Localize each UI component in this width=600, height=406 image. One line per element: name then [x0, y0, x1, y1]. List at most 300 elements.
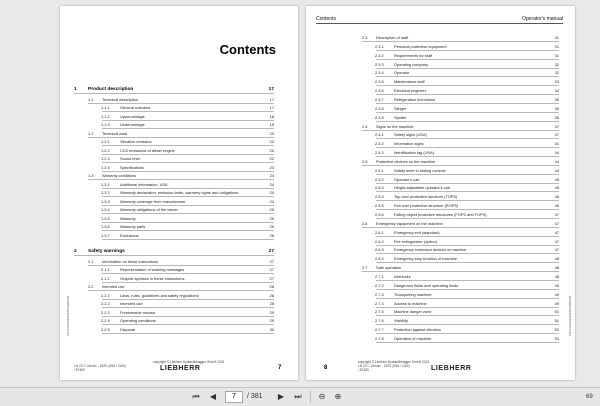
footer-copyright: copyright © Liebherr-Hydraulikbagger GmbH 2015: [153, 360, 225, 364]
contents-title: Contents: [219, 42, 276, 57]
toc-title: Maintenance staff: [394, 79, 425, 85]
toc-page-number: 24: [269, 181, 274, 187]
toc-page-number: 45: [554, 176, 559, 182]
toc-rule: [376, 156, 559, 157]
toc-number: 2.2.2: [101, 301, 110, 306]
toc-rule: [376, 59, 559, 60]
toc-page-number: 51: [554, 309, 559, 315]
toc-page-number: 20: [269, 130, 274, 136]
toc-title: Operation of machine: [394, 335, 432, 341]
toc-number: 2.5: [362, 158, 368, 164]
toc-entry[interactable]: [362, 87, 559, 95]
toc-title: Specifications: [120, 164, 145, 170]
toc-page-number: 44: [554, 150, 559, 156]
toc-page-number: 32: [554, 61, 559, 67]
toc-number: 2.1: [88, 258, 94, 264]
toc-entry[interactable]: [362, 202, 559, 210]
toc-entry[interactable]: [362, 131, 559, 139]
toc-title: Height-adjustable operator's cab: [394, 185, 450, 191]
toc-number: 2.3.1: [375, 43, 384, 49]
toc-number: 2.4.2: [375, 141, 384, 147]
toc-number: 2.3.4: [375, 70, 384, 76]
zoom-in-icon[interactable]: ⊕: [334, 392, 342, 401]
toc-title: Access to machine: [394, 300, 427, 306]
toc-entry[interactable]: [362, 229, 559, 237]
toc-page-number: 24: [269, 198, 274, 204]
toc-rule: [376, 94, 559, 95]
toc-title: Protective devices on the machine: [376, 158, 436, 164]
toc-number: 2.3.2: [375, 52, 384, 58]
toc-title: Roll over protective structure (ROPS): [394, 203, 459, 209]
toc-page-number: 29: [269, 309, 274, 315]
toc-number: 2.7.5: [375, 309, 384, 315]
toc-page-number: 52: [554, 327, 559, 333]
zoom-out-icon[interactable]: ⊖: [318, 392, 326, 401]
toc-rule: [376, 183, 559, 184]
toc-page-number: 49: [554, 282, 559, 288]
toc-title: Foreseeable misuse: [120, 309, 156, 315]
header-left: Contents: [316, 16, 337, 22]
toc-title: Spotter: [394, 114, 407, 120]
toc-page-number: 20: [269, 139, 274, 144]
toc-page-number: 49: [554, 291, 559, 297]
toc-entry[interactable]: [74, 206, 274, 214]
toc-entry[interactable]: [74, 223, 274, 231]
toc-title: Sound level: [120, 156, 141, 161]
toc-page-number: 46: [554, 194, 559, 200]
toc-page-number: 24: [269, 173, 274, 178]
toc-number: 2.5.1: [375, 167, 384, 173]
toc-entry[interactable]: [362, 335, 559, 343]
toc-page-number: 17: [268, 87, 274, 92]
toc-subsection[interactable]: [74, 172, 274, 180]
toc-rule: [376, 342, 559, 343]
liebherr-logo: LIEBHERR: [160, 365, 201, 372]
toc-page-number: 28: [269, 301, 274, 306]
toc-title: Personal protective equipment: [394, 43, 447, 49]
toc-page-number: 29: [269, 318, 274, 323]
toc-rule: [362, 165, 559, 166]
toc-page-number: 17: [269, 96, 274, 102]
toc-page-number: 48: [554, 265, 559, 271]
toc-entry[interactable]: [362, 193, 559, 201]
toc-rule: [376, 121, 559, 122]
toc-title: Information on these instructions: [102, 258, 159, 264]
toc-page-number: 19: [269, 122, 274, 127]
toc-page-number: 41: [554, 141, 559, 147]
toc-rule: [376, 315, 559, 316]
toc-page-number: 48: [554, 256, 559, 262]
toc-entry[interactable]: [362, 317, 559, 325]
toc-number: 2.6.2: [375, 238, 384, 244]
toc-title: Emergency exit (standard): [394, 229, 440, 235]
page-left: [60, 6, 298, 380]
toc-number: 1.2.1: [101, 139, 110, 144]
toc-subsection[interactable]: [362, 123, 559, 131]
toc-title: Laws, rules, guidelines and safety regulations: [120, 292, 199, 298]
toc-subsection[interactable]: [74, 258, 274, 266]
toc-page-number: 45: [554, 185, 559, 191]
toc-page-number: 47: [554, 247, 559, 253]
toc-entry[interactable]: [362, 114, 559, 122]
page-number: 8: [324, 365, 328, 371]
toc-entry[interactable]: [362, 96, 559, 104]
toc-rule: [74, 255, 274, 256]
footer-model: LH 22 C Litronic - 1525 (USA / CAN): [358, 364, 410, 368]
liebherr-logo: LIEBHERR: [431, 365, 472, 372]
toc-number: 2.5.5: [375, 203, 384, 209]
toc-subsection[interactable]: [362, 264, 559, 272]
toc-entry[interactable]: [362, 140, 559, 148]
toc-number: 1.1.3: [101, 122, 110, 127]
toc-rule: [376, 191, 559, 192]
toc-entry[interactable]: [362, 211, 559, 219]
toc-title: Dangerous fluids and operating fluids: [394, 282, 459, 288]
toc-page-number: 53: [554, 335, 559, 341]
toc-number: 2.7.2: [375, 282, 384, 288]
toc-entry[interactable]: [362, 105, 559, 113]
toc-title: Interlocks: [394, 273, 411, 279]
toc-entry[interactable]: [74, 309, 274, 317]
toc-number: 2.7.6: [375, 318, 384, 324]
toc-rule: [376, 68, 559, 69]
toc-entry[interactable]: [74, 275, 274, 283]
toc-number: 1.2.3: [101, 156, 110, 161]
toc-page-number: 27: [269, 267, 274, 272]
toc-number: 2.5.6: [375, 212, 384, 217]
toc-rule: [376, 218, 559, 219]
toc-title: Top over protective structure (TOPS): [394, 194, 458, 200]
toc-rule: [376, 112, 559, 113]
previous-page-icon[interactable]: ◀: [209, 392, 217, 401]
toc-entry[interactable]: [74, 155, 274, 163]
toc-page-number: 37: [554, 123, 559, 129]
toc-entry[interactable]: [362, 78, 559, 86]
toc-title: Graphic symbols in these instructions: [120, 275, 185, 281]
toc-page-number: 34: [554, 88, 559, 94]
toc-entry[interactable]: [74, 300, 274, 308]
toc-entry[interactable]: [362, 291, 559, 299]
toc-rule: [376, 333, 559, 334]
toc-entry[interactable]: [74, 317, 274, 325]
toc-title: Electrical engineer: [394, 88, 427, 94]
toc-page-number: 31: [554, 52, 559, 58]
toc-number: 1.2.2: [101, 147, 110, 153]
toc-title: Representation of warning messages: [120, 267, 185, 272]
toc-title: Safety signs (USA): [394, 132, 427, 138]
toc-title: Safety warnings: [88, 249, 125, 254]
toc-title: Exclusions: [120, 232, 139, 238]
next-page-icon[interactable]: ▶: [277, 392, 285, 401]
toc-rule: [376, 50, 559, 51]
toc-title: Disposal: [120, 326, 135, 332]
toc-title: CO2 emissions of diesel engine: [120, 147, 175, 153]
toc-title: Intended use: [102, 284, 125, 289]
toc-title: Information signs: [394, 141, 424, 147]
toc-rule: [376, 280, 559, 281]
toc-page-number: 47: [554, 220, 559, 226]
toc-page-number: 25: [269, 215, 274, 221]
toc-number: 2.6.1: [375, 229, 384, 235]
toc-title: Technical data: [102, 130, 127, 136]
toc-page-number: 20: [269, 147, 274, 153]
page-number-input[interactable]: 7: [225, 391, 243, 403]
toc-page-number: 28: [269, 292, 274, 298]
toc-page-number: 47: [554, 229, 559, 235]
toc-number: 1.3: [88, 173, 94, 178]
toc-rule: [376, 209, 559, 210]
toc-rule: [376, 307, 559, 308]
side-text: LWT/LH22C/EN/1525/USA/CAN: [568, 295, 572, 336]
toc-page-number: 25: [269, 224, 274, 229]
footer-copyright: copyright © Liebherr-Hydraulikbagger GmbH 2015: [358, 360, 430, 364]
toc-number: 1.3.5: [101, 215, 110, 221]
toc-page-number: 44: [554, 167, 559, 173]
toc-number: 2.7.3: [375, 291, 384, 297]
toc-page-number: 51: [554, 318, 559, 324]
toc-entry[interactable]: [362, 184, 559, 192]
toc-entry[interactable]: [74, 181, 274, 189]
toc-page-number: 47: [554, 212, 559, 217]
toc-number: 2.1.1: [101, 267, 110, 272]
toc-number: 2.3.6: [375, 88, 384, 94]
toc-entry[interactable]: [74, 326, 274, 334]
footer-docnum: / 87483: [358, 368, 369, 372]
toc-title: Protection against vibration: [394, 327, 441, 333]
toc-rule: [376, 253, 559, 254]
toc-entry[interactable]: [362, 69, 559, 77]
toc-page-number: 26: [269, 232, 274, 238]
toc-entry[interactable]: [362, 238, 559, 246]
toc-number: 1: [74, 87, 77, 92]
toc-number: 2.4: [362, 123, 368, 129]
toc-number: 1.3.1: [101, 181, 110, 187]
toc-rule: [362, 41, 559, 42]
toc-number: 2.3: [362, 35, 368, 40]
toc-number: 1.2.4: [101, 164, 110, 170]
toc-number: 2.6.3: [375, 247, 384, 253]
toc-title: Product description: [88, 87, 134, 92]
toc-subsection[interactable]: [74, 130, 274, 138]
footer-model: LH 22 C Litronic - 1525 (USA / CAN): [74, 364, 126, 368]
toc-entry[interactable]: [362, 255, 559, 263]
toc-rule: [376, 103, 559, 104]
toc-title: Operating company: [394, 61, 428, 67]
toolbar-divider: [310, 391, 311, 403]
toc-number: 2.2.4: [101, 318, 110, 323]
toc-title: Refrigeration technician: [394, 96, 435, 102]
toc-title: Slinger: [394, 105, 407, 111]
toc-entry[interactable]: [74, 292, 274, 300]
toc-page-number: 44: [554, 158, 559, 164]
toc-page-number: 27: [268, 249, 274, 254]
toc-number: 2.7.7: [375, 327, 384, 333]
toc-rule: [362, 130, 559, 131]
toc-page-number: 35: [554, 105, 559, 111]
toc-rule: [102, 239, 274, 240]
zoom-level[interactable]: 69: [586, 394, 593, 400]
toc-page-number: 48: [554, 273, 559, 279]
toc-title: Uppercarriage: [120, 113, 145, 119]
toc-entry[interactable]: [362, 300, 559, 308]
toc-title: Warranty obligations of the owner: [120, 207, 178, 212]
toc-rule: [376, 200, 559, 201]
toc-entry[interactable]: [74, 104, 274, 112]
toc-number: 2.7.4: [375, 300, 384, 306]
toc-number: 2.3.3: [375, 61, 384, 67]
first-page-icon[interactable]: ⏮: [192, 392, 200, 401]
toc-entry[interactable]: [362, 282, 559, 290]
toc-page-number: 27: [269, 275, 274, 281]
toc-title: Operator's cab: [394, 176, 420, 182]
header-rule: [316, 23, 563, 24]
toc-rule: [74, 93, 274, 94]
toc-subsection[interactable]: [362, 220, 559, 228]
toc-subsection[interactable]: [74, 96, 274, 104]
toc-page-number: 31: [554, 35, 559, 40]
toc-page-number: 37: [554, 132, 559, 138]
toc-entry[interactable]: [74, 215, 274, 223]
toc-number: 1.3.7: [101, 232, 110, 238]
toc-entry[interactable]: [74, 232, 274, 240]
toc-entry[interactable]: [362, 167, 559, 175]
toc-rule: [376, 85, 559, 86]
toc-rule: [376, 324, 559, 325]
toc-entry[interactable]: [362, 326, 559, 334]
toc-number: 1.3.2: [101, 190, 110, 195]
toc-title: Warranty declaration, emission limits, warranty rights and obligations: [120, 190, 239, 195]
toc-rule: [376, 262, 559, 263]
toc-rule: [376, 236, 559, 237]
page-total: / 381: [247, 393, 263, 400]
toc-page-number: 32: [554, 70, 559, 76]
toc-rule: [376, 298, 559, 299]
toc-subsection[interactable]: [74, 283, 274, 291]
toc-page-number: 49: [554, 300, 559, 306]
toc-number: 2.5.2: [375, 176, 384, 182]
last-page-icon[interactable]: ⏭: [294, 392, 302, 401]
toc-entry[interactable]: [362, 308, 559, 316]
toc-entry[interactable]: [74, 138, 274, 146]
toc-entry[interactable]: [362, 61, 559, 69]
side-text: LWT/LH22C/EN/1525/USA/CAN: [66, 295, 70, 336]
toc-page-number: 25: [269, 207, 274, 212]
toc-entry[interactable]: [362, 246, 559, 254]
toc-number: 2.7: [362, 265, 368, 271]
toc-number: 1.3.4: [101, 207, 110, 212]
toc-page-number: 27: [269, 258, 274, 264]
toc-entry[interactable]: [74, 266, 274, 274]
toc-number: 1.1: [88, 96, 94, 102]
toc-number: 2.6.4: [375, 256, 384, 262]
toc-entry[interactable]: [74, 198, 274, 206]
toc-page-number: 17: [269, 105, 274, 110]
toc-subsection[interactable]: [362, 158, 559, 166]
toc-rule: [376, 76, 559, 77]
toc-title: Signs on the machine: [376, 123, 414, 129]
toc-entry[interactable]: [362, 149, 559, 157]
toc-title: Identification tag (USA): [394, 150, 435, 156]
toc-section[interactable]: [74, 248, 274, 256]
toc-title: General overview: [120, 105, 151, 110]
toc-rule: [376, 245, 559, 246]
toc-entry[interactable]: [74, 113, 274, 121]
toc-page-number: 46: [554, 203, 559, 209]
toc-page-number: 24: [269, 190, 274, 195]
toc-number: 2.3.8: [375, 105, 384, 111]
toc-page-number: 33: [554, 79, 559, 85]
viewer-toolbar: [0, 387, 600, 406]
toc-title: Machine danger zone: [394, 309, 432, 315]
toc-rule: [102, 333, 274, 334]
toc-entry[interactable]: [362, 43, 559, 51]
toc-page-number: 36: [554, 114, 559, 120]
toc-title: Fire extinguisher (option): [394, 238, 438, 244]
toc-entry[interactable]: [74, 189, 274, 197]
toc-title: Safe operation: [376, 265, 402, 271]
toc-title: Requirements for staff: [394, 52, 433, 58]
toc-page-number: 18: [269, 113, 274, 119]
toc-number: 2.7.8: [375, 335, 384, 341]
toc-entry[interactable]: [362, 176, 559, 184]
toc-entry[interactable]: [74, 121, 274, 129]
toc-title: Warranty: [120, 215, 136, 221]
toc-page-number: 23: [269, 164, 274, 170]
toc-title: Safety lever in folding console: [394, 167, 446, 173]
toc-subsection[interactable]: [362, 34, 559, 42]
toc-rule: [362, 227, 559, 228]
toc-page-number: 28: [269, 284, 274, 289]
toc-number: 2.2.5: [101, 326, 110, 332]
toc-title: Operating conditions: [120, 318, 156, 323]
toc-number: 2.3.7: [375, 96, 384, 102]
toc-rule: [376, 174, 559, 175]
toc-entry[interactable]: [362, 52, 559, 60]
toc-entry[interactable]: [362, 273, 559, 281]
toc-number: 1.1.1: [101, 105, 110, 110]
toc-title: Additional information, USA: [120, 181, 168, 187]
toc-title: Vibration emission: [120, 139, 152, 144]
toc-title: Description of staff: [376, 35, 409, 40]
toc-number: 2.5.3: [375, 185, 384, 191]
toc-title: Emergency command devices of machine: [394, 247, 467, 253]
toc-page-number: 30: [269, 326, 274, 332]
toc-number: 2.2.1: [101, 292, 110, 298]
toc-number: 1.2: [88, 130, 94, 136]
toc-number: 1.3.3: [101, 198, 110, 204]
toc-title: Technical description: [102, 96, 139, 102]
toc-number: 2.4.1: [375, 132, 384, 138]
toc-number: 2.7.1: [375, 273, 384, 279]
toc-page-number: 31: [554, 43, 559, 49]
toc-entry[interactable]: [74, 164, 274, 172]
toc-rule: [376, 289, 559, 290]
toc-number: 2.4.3: [375, 150, 384, 156]
toc-title: Transporting machine: [394, 291, 432, 297]
toc-number: 2.5.4: [375, 194, 384, 200]
toc-title: Emergency equipment on the machine: [376, 220, 443, 226]
toc-title: Operator: [394, 70, 410, 76]
toc-title: Warranty conditions: [102, 173, 137, 178]
toc-page-number: 47: [554, 238, 559, 244]
toc-page-number: 22: [269, 156, 274, 161]
toc-rule: [362, 271, 559, 272]
toc-title: Falling object protective structures (FOPS and FOPS): [394, 212, 487, 217]
header-right: Operator's manual: [522, 16, 563, 22]
toc-entry[interactable]: [74, 147, 274, 155]
toc-section[interactable]: [74, 86, 274, 94]
toc-number: 2.6: [362, 220, 368, 226]
